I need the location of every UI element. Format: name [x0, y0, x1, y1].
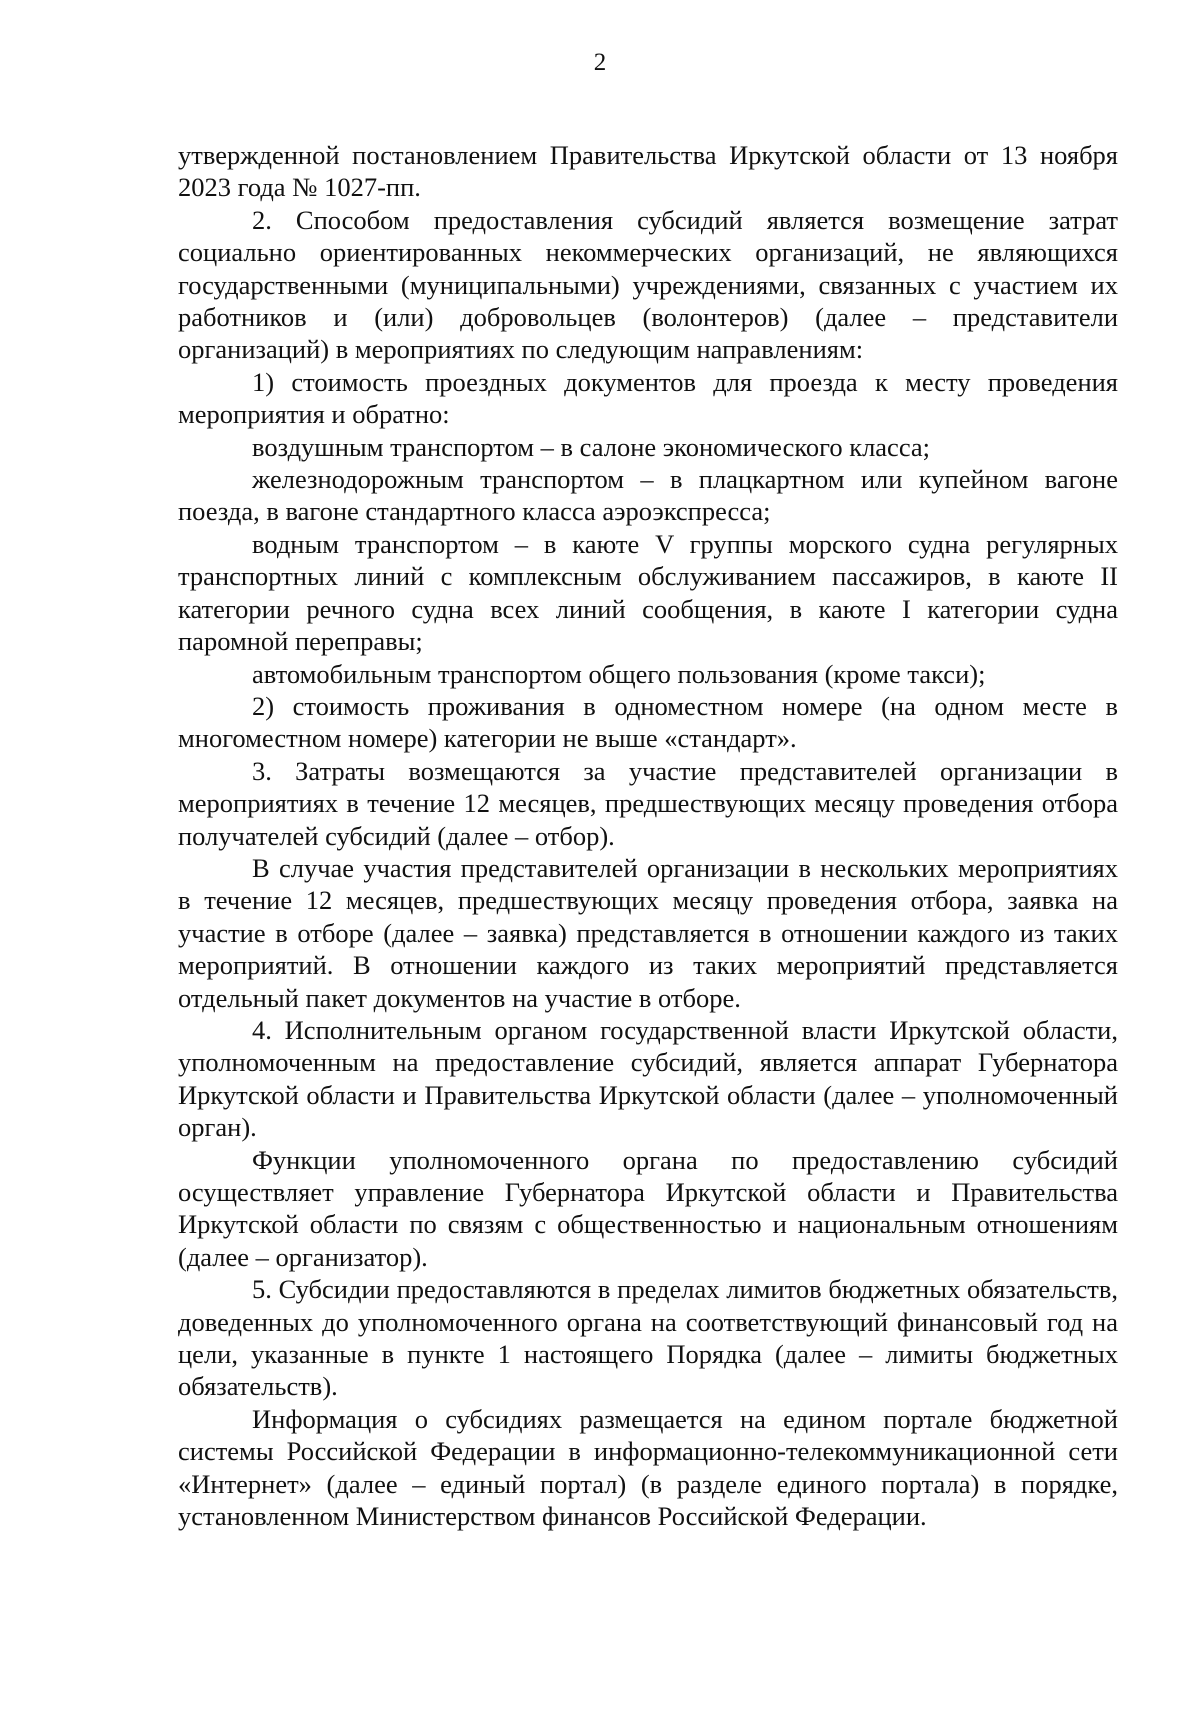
- paragraph-subitem-1: 1) стоимость проездных документов для проезда к месту проведения мероприятия и обратно:: [178, 366, 1118, 430]
- paragraph-organizer-functions: Функции уполномоченного органа по предоставлению субсидий осуществляет управление Губернатора Иркутской области и Правительства Иркутской области по связям с общественностью и национальным отношениям (далее – организатор).: [178, 1144, 1118, 1272]
- paragraph-resolution-reference: утвержденной постановлением Правительства Иркутской области от 13 ноября 2023 года № 1027-пп.: [178, 140, 1118, 203]
- paragraph-road-transport: автомобильным транспортом общего пользования (кроме такси);: [252, 658, 986, 689]
- paragraph-rail-transport: железнодорожным транспортом – в плацкартном или купейном вагоне поезда, в вагоне стандартного класса аэроэкспресса;: [178, 464, 1118, 527]
- paragraph-subitem-2: 2) стоимость проживания в одноместном номере (на одном месте в многоместном номере) категории не выше «стандарт».: [178, 690, 1118, 754]
- paragraph-air-transport: воздушным транспортом – в салоне экономического класса;: [252, 431, 931, 462]
- paragraph-item-5: 5. Субсидии предоставляются в пределах лимитов бюджетных обязательств, доведенных до уполномоченного органа на соответствующий финансовый год на цели, указанные в пункте 1 настоящего Порядка (далее – лимиты бюджетных обязательств).: [178, 1274, 1118, 1402]
- paragraph-item-4: 4. Исполнительным органом государственной власти Иркутской области, уполномоченным на предоставление субсидий, является аппарат Губернатора Иркутской области и Правительства Иркутской области (далее – уполномоченный орган).: [178, 1014, 1118, 1143]
- page-number: 2: [593, 49, 607, 76]
- paragraph-item-2: 2. Способом предоставления субсидий является возмещение затрат социально ориентированных некоммерческих организаций, не являющихся государственными (муниципальными) учреждениями, связанных с участием их работников и (или) добровольцев (волонтеров) (далее – представители организаций) в мероприятиях по следующим направлениям:: [178, 204, 1118, 365]
- paragraph-water-transport: водным транспортом – в каюте V группы морского судна регулярных транспортных линий с комплексным обслуживанием пассажиров, в каюте II категории речного судна всех линий сообщения, в каюте I категории судна паромной переправы;: [178, 528, 1118, 657]
- paragraph-item-3: 3. Затраты возмещаются за участие представителей организации в мероприятиях в течение 12 месяцев, предшествующих месяцу проведения отбора получателей субсидий (далее – отбор).: [178, 755, 1118, 851]
- document-body: [178, 139, 1118, 1532]
- paragraph-multiple-events: В случае участия представителей организации в нескольких мероприятиях в течение 12 месяцев, предшествующих месяцу проведения отбора, заявка на участие в отборе (далее – заявка) представляется в отношении каждого из таких мероприятий. В отношении каждого из таких мероприятий представляется отдельный пакет документов на участие в отборе.: [178, 852, 1118, 1013]
- paragraph-portal-info: Информация о субсидиях размещается на едином портале бюджетной системы Российской Федерации в информационно-телекоммуникационной сети «Интернет» (далее – единый портал) (в разделе единого портала) в порядке, установленном Министерством финансов Российской Федерации.: [178, 1403, 1118, 1532]
